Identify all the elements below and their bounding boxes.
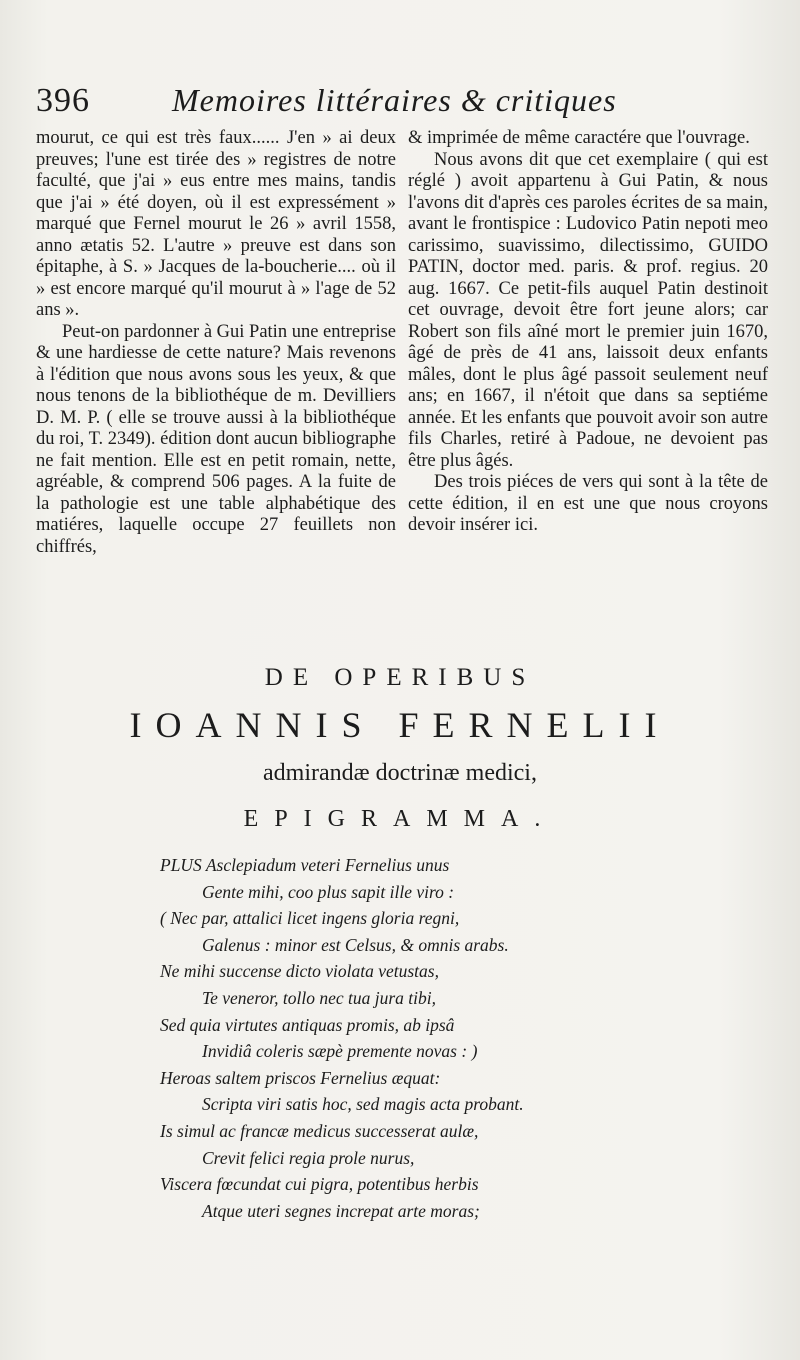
title-line-1: DE OPERIBUS <box>264 664 536 691</box>
left-paragraph-1: mourut, ce qui est très faux...... J'en » ai deux preuves; l'une est tirée des » registres de notre faculté, que j'ai » eus entre mes mains, tandis que j'ai » été doyen, où il est expressément » marqué que Fernel mourut le 26 » avril 1558, anno ætatis 52. L'autre » preuve est dans son épitaphe, à S. » Jacques de la-boucherie.... où il » est encore marqué qu'il mourut à » l'age de 52 ans ». <box>36 128 396 320</box>
poem <box>160 852 760 1224</box>
poem-line: Scripta viri satis hoc, sed magis acta probant. <box>202 1094 524 1115</box>
poem-line: Is simul ac francæ medicus successerat aulæ, <box>160 1120 479 1141</box>
poem-line: PLUS Asclepiadum veteri Fernelius unus <box>160 855 450 875</box>
title-epigramma: EPIGRAMMA. <box>243 806 557 832</box>
poem-line: Te veneror, tollo nec tua jura tibi, <box>202 987 436 1008</box>
running-title: Memoires littéraires & critiques <box>172 82 617 118</box>
poem-line: Galenus : minor est Celsus, & omnis arabs. <box>202 934 509 955</box>
poem-line: Atque uteri segnes increpat arte moras; <box>202 1200 480 1221</box>
page-header <box>36 82 776 124</box>
poem-line: Viscera fœcundat cui pigra, potentibus herbis <box>160 1174 479 1195</box>
title-line-3: admirandæ doctrinæ medici, <box>263 760 537 786</box>
poem-line: ( Nec par, attalici licet ingens gloria regni, <box>160 908 460 929</box>
poem-line: Crevit felici regia prole nurus, <box>202 1147 415 1168</box>
right-column <box>408 128 768 537</box>
poem-line: Ne mihi succense dicto violata vetustas, <box>160 961 439 982</box>
right-paragraph-3: Des trois piéces de vers qui sont à la tête de cette édition, il en est une que nous croyons devoir insérer ici. <box>408 472 768 535</box>
poem-line: Gente mihi, coo plus sapit ille viro : <box>202 881 455 902</box>
poem-line: Invidiâ coleris sæpè premente novas : ) <box>202 1041 478 1062</box>
title-line-2: IOANNIS FERNELII <box>129 705 671 745</box>
poem-line: Heroas saltem priscos Fernelius æquat: <box>160 1067 441 1088</box>
left-column <box>36 128 396 558</box>
right-paragraph-2: Nous avons dit que cet exemplaire ( qui est réglé ) avoit appartenu à Gui Patin, & nous l'avons dit d'après ces paroles écrites de sa main, avant le frontispice : Ludovico Patin nepoti meo carissimo, suavissimo, dilectissimo, GUIDO PATIN, doctor med. paris. & prof. regius. 20 aug. 1667. Ce petit-fils auquel Patin destinoit cet ouvrage, devoit être fort jeune alors; car Robert son fils aîné mort le premier juin 1670, âgé de près de 41 ans, laissoit deux enfants mâles, dont le plus âgé passoit seulement neuf ans; en 1667, il n'étoit que dans sa septiéme année. Et les enfants que pouvoit avoir son autre fils Charles, retiré à Padoue, ne devoient pas être plus âgés. <box>408 149 768 471</box>
left-paragraph-2: Peut-on pardonner à Gui Patin une entreprise & une hardiesse de cette nature? Mais revenons à l'édition que nous avons sous les yeux, & que nous tenons de la bibliothéque de m. Devilliers D. M. P. ( elle se trouve aussi à la bibliothéque du roi, T. 2349). édition dont aucun bibliographe ne fait mention. Elle est en petit romain, nette, agréable, & comprend 506 pages. A la fuite de la pathologie est une table alphabétique des matiéres, laquelle occupe 27 feuillets non chiffrés, <box>36 321 397 557</box>
poem-line: Sed quia virtutes antiquas promis, ab ipsâ <box>160 1014 455 1035</box>
page-number: 396 <box>36 82 90 119</box>
right-paragraph-1: & imprimée de même caractére que l'ouvrage. <box>408 128 750 148</box>
